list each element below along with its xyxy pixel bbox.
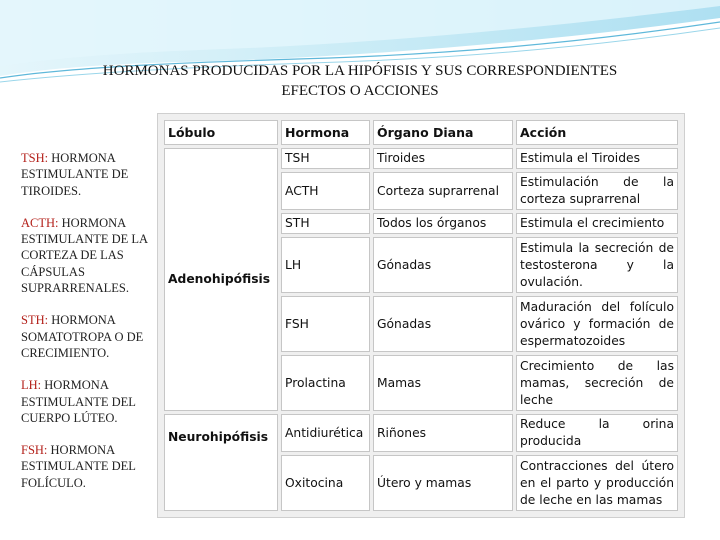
- note-text: HORMONA ESTIMULANTE DEL CUERPO LÚTEO.: [21, 378, 136, 425]
- cell-hormona: TSH: [281, 148, 370, 169]
- lobe-adenohipofisis: Adenohipófisis: [164, 148, 278, 411]
- cell-hormona: ACTH: [281, 172, 370, 210]
- cell-accion: Crecimiento de las mamas, secreción de leche: [516, 355, 678, 411]
- cell-organo: Tiroides: [373, 148, 513, 169]
- page-title: [0, 61, 720, 101]
- note-abbr: FSH:: [21, 443, 48, 458]
- cell-accion: Reduce la orina producida: [516, 414, 678, 452]
- cell-hormona: Oxitocina: [281, 455, 370, 511]
- cell-organo: Gónadas: [373, 296, 513, 352]
- cell-accion: Maduración del folículo ovárico y formación de espermatozoides: [516, 296, 678, 352]
- cell-hormona: STH: [281, 213, 370, 234]
- note-abbr: LH:: [21, 378, 42, 393]
- note-fsh: [21, 442, 156, 491]
- note-tsh: [21, 150, 156, 199]
- note-abbr: STH:: [21, 313, 49, 328]
- note-lh: [21, 377, 156, 426]
- table-row: [164, 148, 678, 169]
- hormone-table: [161, 117, 681, 514]
- cell-accion: Estimula la secreción de testosterona y la ovulación.: [516, 237, 678, 293]
- hormone-table-container: [157, 113, 685, 518]
- note-acth: [21, 215, 156, 296]
- cell-accion: Estimula el crecimiento: [516, 213, 678, 234]
- cell-accion: Estimula el Tiroides: [516, 148, 678, 169]
- note-text: HORMONA SOMATOTROPA O DE CRECIMIENTO.: [21, 313, 144, 360]
- cell-organo: Riñones: [373, 414, 513, 452]
- cell-organo: Mamas: [373, 355, 513, 411]
- cell-organo: Gónadas: [373, 237, 513, 293]
- note-abbr: ACTH:: [21, 215, 59, 230]
- note-text: HORMONA ESTIMULANTE DEL FOLÍCULO.: [21, 443, 136, 490]
- cell-hormona: Antidiurética: [281, 414, 370, 452]
- note-text: HORMONA ESTIMULANTE DE TIROIDES.: [21, 151, 129, 198]
- title-line-2: EFECTOS O ACCIONES: [281, 83, 439, 99]
- cell-organo: Corteza suprarrenal: [373, 172, 513, 210]
- note-abbr: TSH:: [21, 151, 49, 165]
- header-organo-diana: Órgano Diana: [373, 120, 513, 145]
- cell-organo: Útero y mamas: [373, 455, 513, 511]
- table-header-row: [164, 120, 678, 145]
- note-text: HORMONA ESTIMULANTE DE LA CORTEZA DE LAS CÁPSULAS SUPRARRENALES.: [21, 215, 148, 296]
- header-accion: Acción: [516, 120, 678, 145]
- cell-hormona: FSH: [281, 296, 370, 352]
- cell-accion: Contracciones del útero en el parto y producción de leche en las mamas: [516, 455, 678, 511]
- cell-hormona: Prolactina: [281, 355, 370, 411]
- abbreviation-notes: [21, 150, 156, 507]
- cell-hormona: LH: [281, 237, 370, 293]
- title-line-1: HORMONAS PRODUCIDAS POR LA HIPÓFISIS Y SUS CORRESPONDIENTES: [102, 63, 618, 79]
- lobe-neurohipofisis: Neurohipófisis: [164, 414, 278, 511]
- note-sth: [21, 312, 156, 361]
- cell-accion: Estimulación de la corteza suprarrenal: [516, 172, 678, 210]
- header-lobulo: Lóbulo: [164, 120, 278, 145]
- table-row: [164, 414, 678, 452]
- header-hormona: Hormona: [281, 120, 370, 145]
- cell-organo: Todos los órganos: [373, 213, 513, 234]
